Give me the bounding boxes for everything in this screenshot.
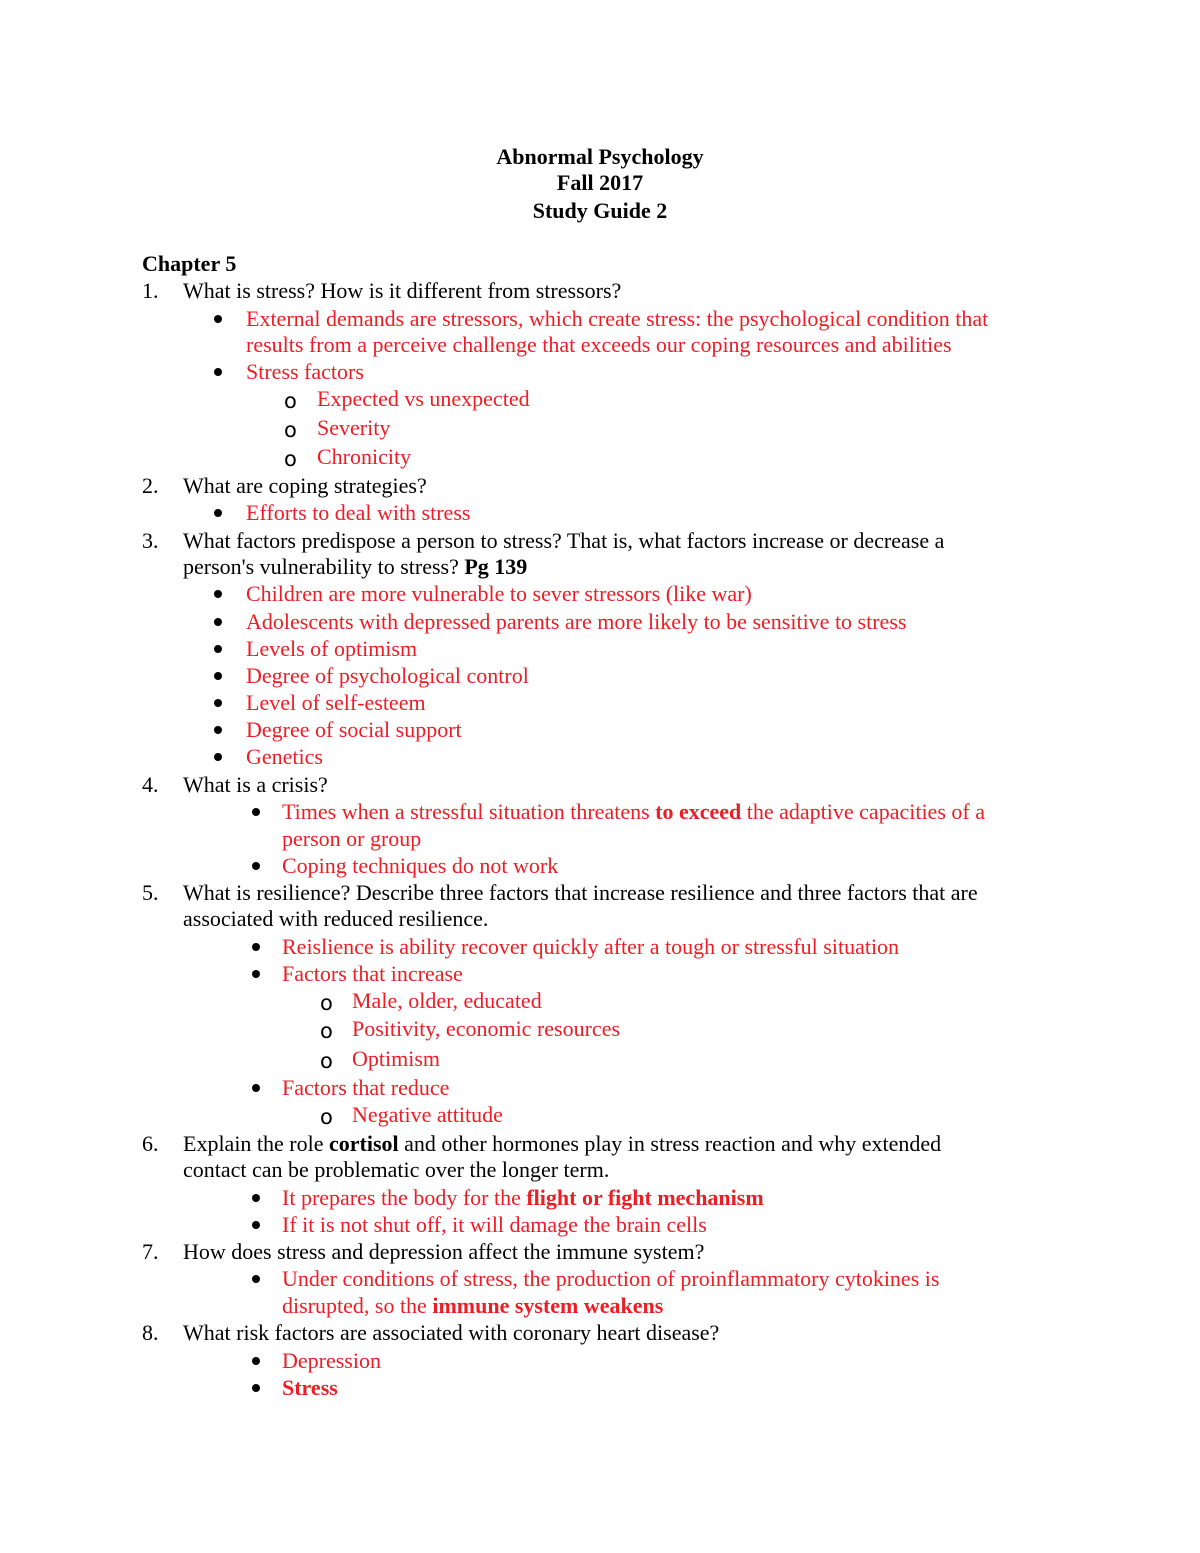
answer-line bbox=[282, 1185, 764, 1211]
bullet-icon bbox=[214, 753, 222, 761]
course-title: Abnormal Psychology bbox=[496, 144, 704, 169]
bullet-icon bbox=[252, 1084, 260, 1092]
question-text-continued: associated with reduced resilience. bbox=[183, 906, 489, 931]
answer-line bbox=[282, 1293, 663, 1319]
answer-subline: Positivity, economic resources bbox=[352, 1016, 621, 1041]
bullet-icon bbox=[252, 1221, 260, 1229]
page-reference: Pg 139 bbox=[464, 554, 528, 579]
answer-subline: Optimism bbox=[352, 1046, 441, 1071]
answer-line: Degree of psychological control bbox=[246, 663, 529, 688]
answer-line: Level of self-esteem bbox=[246, 690, 426, 715]
answer-line: If it is not shut off, it will damage the brain cells bbox=[282, 1212, 707, 1237]
answer-line: Efforts to deal with stress bbox=[246, 500, 471, 525]
circle-bullet-icon: o bbox=[320, 1019, 333, 1043]
question-text: What are coping strategies? bbox=[183, 473, 427, 498]
question-emphasis: cortisol bbox=[329, 1131, 399, 1156]
answer-emphasis: flight or fight mechanism bbox=[526, 1185, 764, 1210]
bullet-icon bbox=[214, 315, 222, 323]
question-number: 4. bbox=[142, 772, 159, 797]
term-title: Fall 2017 bbox=[556, 170, 644, 195]
answer-line: Stress factors bbox=[246, 359, 364, 384]
question-text: How does stress and depression affect the immune system? bbox=[183, 1239, 705, 1264]
answer-line: Levels of optimism bbox=[246, 636, 418, 661]
guide-title: Study Guide 2 bbox=[532, 198, 668, 223]
bullet-icon bbox=[252, 1384, 260, 1392]
answer-part: disrupted, so the bbox=[282, 1293, 427, 1318]
circle-bullet-icon: o bbox=[320, 1049, 333, 1073]
question-text-continued: contact can be problematic over the longer term. bbox=[183, 1157, 610, 1182]
bullet-icon bbox=[214, 645, 222, 653]
answer-subline: Severity bbox=[317, 415, 391, 440]
answer-part: the adaptive capacities of a bbox=[746, 799, 985, 824]
question-number: 5. bbox=[142, 880, 159, 905]
bullet-icon bbox=[214, 672, 222, 680]
question-number: 1. bbox=[142, 278, 159, 303]
question-number: 2. bbox=[142, 473, 159, 498]
question-number: 3. bbox=[142, 528, 159, 553]
answer-line: Adolescents with depressed parents are more likely to be sensitive to stress bbox=[246, 609, 907, 634]
answer-subline: Negative attitude bbox=[352, 1102, 503, 1127]
circle-bullet-icon: o bbox=[284, 389, 297, 413]
answer-line: Stress bbox=[282, 1375, 338, 1400]
bullet-icon bbox=[252, 1357, 260, 1365]
circle-bullet-icon: o bbox=[284, 447, 297, 471]
answer-part: Times when a stressful situation threatens bbox=[282, 799, 650, 824]
answer-line: Coping techniques do not work bbox=[282, 853, 559, 878]
circle-bullet-icon: o bbox=[284, 418, 297, 442]
answer-line: Under conditions of stress, the production of proinflammatory cytokines is bbox=[282, 1266, 940, 1291]
bullet-icon bbox=[214, 699, 222, 707]
answer-emphasis: to exceed bbox=[655, 799, 742, 824]
bullet-icon bbox=[252, 1194, 260, 1202]
answer-subline: Male, older, educated bbox=[352, 988, 542, 1013]
answer-emphasis: immune system weakens bbox=[432, 1293, 664, 1318]
answer-line: Children are more vulnerable to sever stressors (like war) bbox=[246, 581, 752, 606]
bullet-icon bbox=[252, 943, 260, 951]
answer-line: results from a perceive challenge that exceeds our coping resources and abilities bbox=[246, 332, 952, 357]
answer-line: Factors that reduce bbox=[282, 1075, 450, 1100]
bullet-icon bbox=[252, 970, 260, 978]
bullet-icon bbox=[214, 590, 222, 598]
answer-line: External demands are stressors, which create stress: the psychological condition that bbox=[246, 306, 989, 331]
question-text: What risk factors are associated with coronary heart disease? bbox=[183, 1320, 720, 1345]
bullet-icon bbox=[214, 509, 222, 517]
answer-line: person or group bbox=[282, 826, 422, 851]
answer-line: Genetics bbox=[246, 744, 323, 769]
question-number: 6. bbox=[142, 1131, 159, 1156]
chapter-heading: Chapter 5 bbox=[142, 251, 237, 276]
answer-line: Degree of social support bbox=[246, 717, 462, 742]
answer-part: It prepares the body for the bbox=[282, 1185, 521, 1210]
question-number: 7. bbox=[142, 1239, 159, 1264]
question-text-part: person's vulnerability to stress? bbox=[183, 554, 459, 579]
question-text-part: Explain the role bbox=[183, 1131, 324, 1156]
bullet-icon bbox=[214, 618, 222, 626]
bullet-icon bbox=[252, 862, 260, 870]
answer-line: Depression bbox=[282, 1348, 381, 1373]
answer-subline: Expected vs unexpected bbox=[317, 386, 530, 411]
bullet-icon bbox=[214, 368, 222, 376]
bullet-icon bbox=[252, 1275, 260, 1283]
question-number: 8. bbox=[142, 1320, 159, 1345]
question-text: What is a crisis? bbox=[183, 772, 328, 797]
question-text-continued bbox=[183, 554, 527, 580]
answer-line: Reislience is ability recover quickly after a tough or stressful situation bbox=[282, 934, 900, 959]
answer-line: Factors that increase bbox=[282, 961, 463, 986]
bullet-icon bbox=[252, 808, 260, 816]
circle-bullet-icon: o bbox=[320, 991, 333, 1015]
question-text bbox=[183, 1131, 941, 1157]
question-text: What is resilience? Describe three factors that increase resilience and three factors that are bbox=[183, 880, 978, 905]
question-text-part: and other hormones play in stress reaction and why extended bbox=[404, 1131, 942, 1156]
circle-bullet-icon: o bbox=[320, 1105, 333, 1129]
question-text: What factors predispose a person to stress? That is, what factors increase or decrease a bbox=[183, 528, 945, 553]
answer-line bbox=[282, 799, 985, 825]
answer-subline: Chronicity bbox=[317, 444, 412, 469]
question-text: What is stress? How is it different from stressors? bbox=[183, 278, 622, 303]
bullet-icon bbox=[214, 726, 222, 734]
